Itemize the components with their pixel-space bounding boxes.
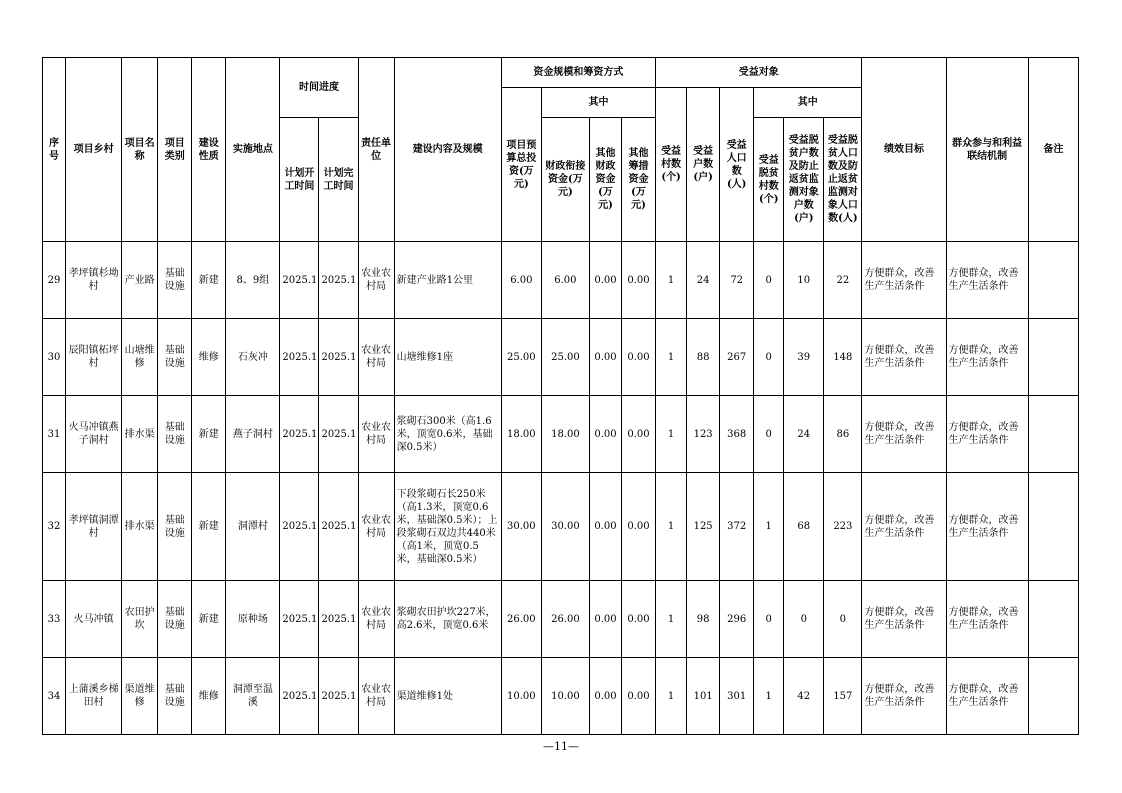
- cell-people: 72: [720, 242, 754, 319]
- cell-goal: 方便群众，改善生产生活条件: [862, 658, 946, 735]
- cell-village: 孝坪镇杉坳村: [66, 242, 122, 319]
- cell-mechanism: 方便群众，改善生产生活条件: [946, 581, 1028, 658]
- cell-poor-people: 223: [824, 473, 862, 581]
- cell-start: 2025.1: [280, 658, 319, 735]
- cell-remark: [1028, 396, 1078, 473]
- table-row: [43, 319, 1079, 396]
- cell-start: 2025.1: [280, 242, 319, 319]
- cell-category: 基础设施: [158, 473, 192, 581]
- cell-start: 2025.1: [280, 319, 319, 396]
- header-seq: 序号: [43, 58, 66, 242]
- cell-people: 296: [720, 581, 754, 658]
- table-row: [43, 658, 1079, 735]
- cell-seq: 34: [43, 658, 66, 735]
- cell-households: 98: [687, 581, 720, 658]
- cell-content: 山塘维修1座: [394, 319, 501, 396]
- cell-content: 渠道维修1处: [394, 658, 501, 735]
- cell-location: 原种场: [226, 581, 280, 658]
- cell-village: 上蒲溪乡梯田村: [66, 658, 122, 735]
- header-benef-poor-people: 受益脱贫人口数及防止返贫监测对象人口数(人): [824, 118, 862, 242]
- header-start: 计划开工时间: [280, 118, 319, 242]
- cell-goal: 方便群众，改善生产生活条件: [862, 473, 946, 581]
- cell-unit: 农业农村局: [358, 242, 394, 319]
- cell-poor-people: 86: [824, 396, 862, 473]
- cell-village: 孝坪镇洞潭村: [66, 473, 122, 581]
- cell-other-fiscal: 0.00: [589, 658, 621, 735]
- cell-poor-households: 10: [784, 242, 824, 319]
- cell-fiscal: 25.00: [541, 319, 589, 396]
- cell-end: 2025.1: [319, 581, 358, 658]
- cell-remark: [1028, 581, 1078, 658]
- cell-other: 0.00: [621, 319, 655, 396]
- cell-start: 2025.1: [280, 396, 319, 473]
- cell-unit: 农业农村局: [358, 473, 394, 581]
- cell-households: 125: [687, 473, 720, 581]
- cell-remark: [1028, 658, 1078, 735]
- cell-category: 基础设施: [158, 242, 192, 319]
- cell-location: 洞潭村: [226, 473, 280, 581]
- cell-other: 0.00: [621, 473, 655, 581]
- cell-poor-households: 68: [784, 473, 824, 581]
- cell-other: 0.00: [621, 396, 655, 473]
- header-benef-group: 受益对象: [656, 58, 862, 88]
- cell-content: 下段浆砌石长250米（高1.3米，顶宽0.6米，基础深0.5米）；上段浆砌石双边共440米（高1米，顶宽0.5米，基础深0.5米）: [394, 473, 501, 581]
- cell-goal: 方便群众，改善生产生活条件: [862, 242, 946, 319]
- cell-poor-people: 157: [824, 658, 862, 735]
- cell-other-fiscal: 0.00: [589, 581, 621, 658]
- cell-households: 123: [687, 396, 720, 473]
- cell-villages: 1: [656, 396, 687, 473]
- cell-poor-households: 39: [784, 319, 824, 396]
- header-end: 计划完工时间: [319, 118, 358, 242]
- header-time-group: 时间进度: [280, 58, 358, 118]
- cell-fiscal: 10.00: [541, 658, 589, 735]
- cell-poor-people: 22: [824, 242, 862, 319]
- header-fund-group: 资金规模和筹资方式: [501, 58, 655, 88]
- cell-households: 88: [687, 319, 720, 396]
- cell-end: 2025.1: [319, 396, 358, 473]
- cell-villages: 1: [656, 242, 687, 319]
- cell-unit: 农业农村局: [358, 319, 394, 396]
- header-fund-other-fiscal: 其他财政资金(万元): [589, 118, 621, 242]
- cell-content: 浆砌石300米（高1.6米，顶宽0.6米，基础深0.5米）: [394, 396, 501, 473]
- cell-seq: 32: [43, 473, 66, 581]
- cell-fiscal: 30.00: [541, 473, 589, 581]
- cell-mechanism: 方便群众，改善生产生活条件: [946, 473, 1028, 581]
- cell-mechanism: 方便群众，改善生产生活条件: [946, 319, 1028, 396]
- cell-category: 基础设施: [158, 396, 192, 473]
- header-location: 实施地点: [226, 58, 280, 242]
- cell-content: 浆砌农田护坎227米，高2.6米，顶宽0.6米: [394, 581, 501, 658]
- cell-nature: 维修: [192, 658, 226, 735]
- cell-seq: 31: [43, 396, 66, 473]
- cell-unit: 农业农村局: [358, 658, 394, 735]
- cell-end: 2025.1: [319, 473, 358, 581]
- cell-end: 2025.1: [319, 658, 358, 735]
- cell-poor-households: 42: [784, 658, 824, 735]
- cell-name: 农田护坎: [122, 581, 158, 658]
- cell-poor-villages: 0: [754, 319, 784, 396]
- header-fund-fiscal: 财政衔接资金(万元): [541, 118, 589, 242]
- cell-other: 0.00: [621, 242, 655, 319]
- table-row: [43, 242, 1079, 319]
- cell-villages: 1: [656, 658, 687, 735]
- cell-villages: 1: [656, 473, 687, 581]
- cell-fiscal: 6.00: [541, 242, 589, 319]
- cell-village: 火马冲镇: [66, 581, 122, 658]
- cell-poor-villages: 0: [754, 581, 784, 658]
- cell-people: 372: [720, 473, 754, 581]
- cell-remark: [1028, 473, 1078, 581]
- cell-start: 2025.1: [280, 581, 319, 658]
- table-row: [43, 581, 1079, 658]
- cell-poor-people: 148: [824, 319, 862, 396]
- header-name: 项目名称: [122, 58, 158, 242]
- cell-total: 6.00: [501, 242, 541, 319]
- cell-name: 排水渠: [122, 396, 158, 473]
- table-row: [43, 473, 1079, 581]
- cell-poor-people: 0: [824, 581, 862, 658]
- cell-location: 8、9组: [226, 242, 280, 319]
- cell-nature: 维修: [192, 319, 226, 396]
- cell-category: 基础设施: [158, 658, 192, 735]
- cell-mechanism: 方便群众，改善生产生活条件: [946, 242, 1028, 319]
- cell-villages: 1: [656, 581, 687, 658]
- table-row: [43, 396, 1079, 473]
- cell-poor-households: 0: [784, 581, 824, 658]
- project-table: [42, 57, 1079, 735]
- cell-total: 25.00: [501, 319, 541, 396]
- cell-households: 24: [687, 242, 720, 319]
- header-fund-other: 其他筹措资金(万元): [621, 118, 655, 242]
- cell-seq: 29: [43, 242, 66, 319]
- cell-fiscal: 26.00: [541, 581, 589, 658]
- cell-end: 2025.1: [319, 319, 358, 396]
- header-remark: 备注: [1028, 58, 1078, 242]
- cell-nature: 新建: [192, 581, 226, 658]
- page-number: —11—: [543, 740, 579, 753]
- header-fund-total: 项目预算总投资(万元): [501, 88, 541, 242]
- header-benef-sub: 其中: [754, 88, 862, 118]
- cell-fiscal: 18.00: [541, 396, 589, 473]
- cell-total: 26.00: [501, 581, 541, 658]
- header-benef-households: 受益户数(户): [687, 88, 720, 242]
- cell-people: 301: [720, 658, 754, 735]
- header-village: 项目乡村: [66, 58, 122, 242]
- cell-other-fiscal: 0.00: [589, 473, 621, 581]
- cell-location: 石灰冲: [226, 319, 280, 396]
- header-fund-sub: 其中: [541, 88, 655, 118]
- cell-mechanism: 方便群众，改善生产生活条件: [946, 396, 1028, 473]
- cell-total: 10.00: [501, 658, 541, 735]
- cell-mechanism: 方便群众，改善生产生活条件: [946, 658, 1028, 735]
- cell-village: 火马冲镇燕子洞村: [66, 396, 122, 473]
- cell-people: 368: [720, 396, 754, 473]
- cell-unit: 农业农村局: [358, 581, 394, 658]
- cell-other: 0.00: [621, 658, 655, 735]
- cell-other: 0.00: [621, 581, 655, 658]
- header-content: 建设内容及规模: [394, 58, 501, 242]
- cell-goal: 方便群众，改善生产生活条件: [862, 319, 946, 396]
- cell-households: 101: [687, 658, 720, 735]
- cell-poor-villages: 1: [754, 473, 784, 581]
- header-category: 项目类别: [158, 58, 192, 242]
- cell-name: 产业路: [122, 242, 158, 319]
- cell-nature: 新建: [192, 242, 226, 319]
- header-benef-villages: 受益村数(个): [656, 88, 687, 242]
- cell-name: 排水渠: [122, 473, 158, 581]
- cell-nature: 新建: [192, 396, 226, 473]
- cell-category: 基础设施: [158, 581, 192, 658]
- cell-total: 18.00: [501, 396, 541, 473]
- header-mechanism: 群众参与和利益联结机制: [946, 58, 1028, 242]
- cell-name: 渠道维修: [122, 658, 158, 735]
- cell-remark: [1028, 242, 1078, 319]
- header-benef-people: 受益人口数(人): [720, 88, 754, 242]
- cell-category: 基础设施: [158, 319, 192, 396]
- cell-goal: 方便群众，改善生产生活条件: [862, 581, 946, 658]
- header-benef-poor-villages: 受益脱贫村数(个): [754, 118, 784, 242]
- cell-poor-villages: 0: [754, 242, 784, 319]
- cell-poor-households: 24: [784, 396, 824, 473]
- cell-poor-villages: 0: [754, 396, 784, 473]
- cell-people: 267: [720, 319, 754, 396]
- cell-name: 山塘维修: [122, 319, 158, 396]
- cell-location: 洞潭至温溪: [226, 658, 280, 735]
- cell-villages: 1: [656, 319, 687, 396]
- cell-unit: 农业农村局: [358, 396, 394, 473]
- cell-remark: [1028, 319, 1078, 396]
- cell-content: 新建产业路1公里: [394, 242, 501, 319]
- cell-other-fiscal: 0.00: [589, 242, 621, 319]
- cell-total: 30.00: [501, 473, 541, 581]
- cell-other-fiscal: 0.00: [589, 319, 621, 396]
- header-nature: 建设性质: [192, 58, 226, 242]
- cell-location: 燕子洞村: [226, 396, 280, 473]
- header-unit: 责任单位: [358, 58, 394, 242]
- header-goal: 绩效目标: [862, 58, 946, 242]
- cell-goal: 方便群众，改善生产生活条件: [862, 396, 946, 473]
- cell-end: 2025.1: [319, 242, 358, 319]
- cell-nature: 新建: [192, 473, 226, 581]
- cell-seq: 30: [43, 319, 66, 396]
- cell-village: 辰阳镇柘坪村: [66, 319, 122, 396]
- cell-poor-villages: 1: [754, 658, 784, 735]
- cell-seq: 33: [43, 581, 66, 658]
- header-benef-poor-households: 受益脱贫户数及防止返贫监测对象户数(户): [784, 118, 824, 242]
- cell-start: 2025.1: [280, 473, 319, 581]
- cell-other-fiscal: 0.00: [589, 396, 621, 473]
